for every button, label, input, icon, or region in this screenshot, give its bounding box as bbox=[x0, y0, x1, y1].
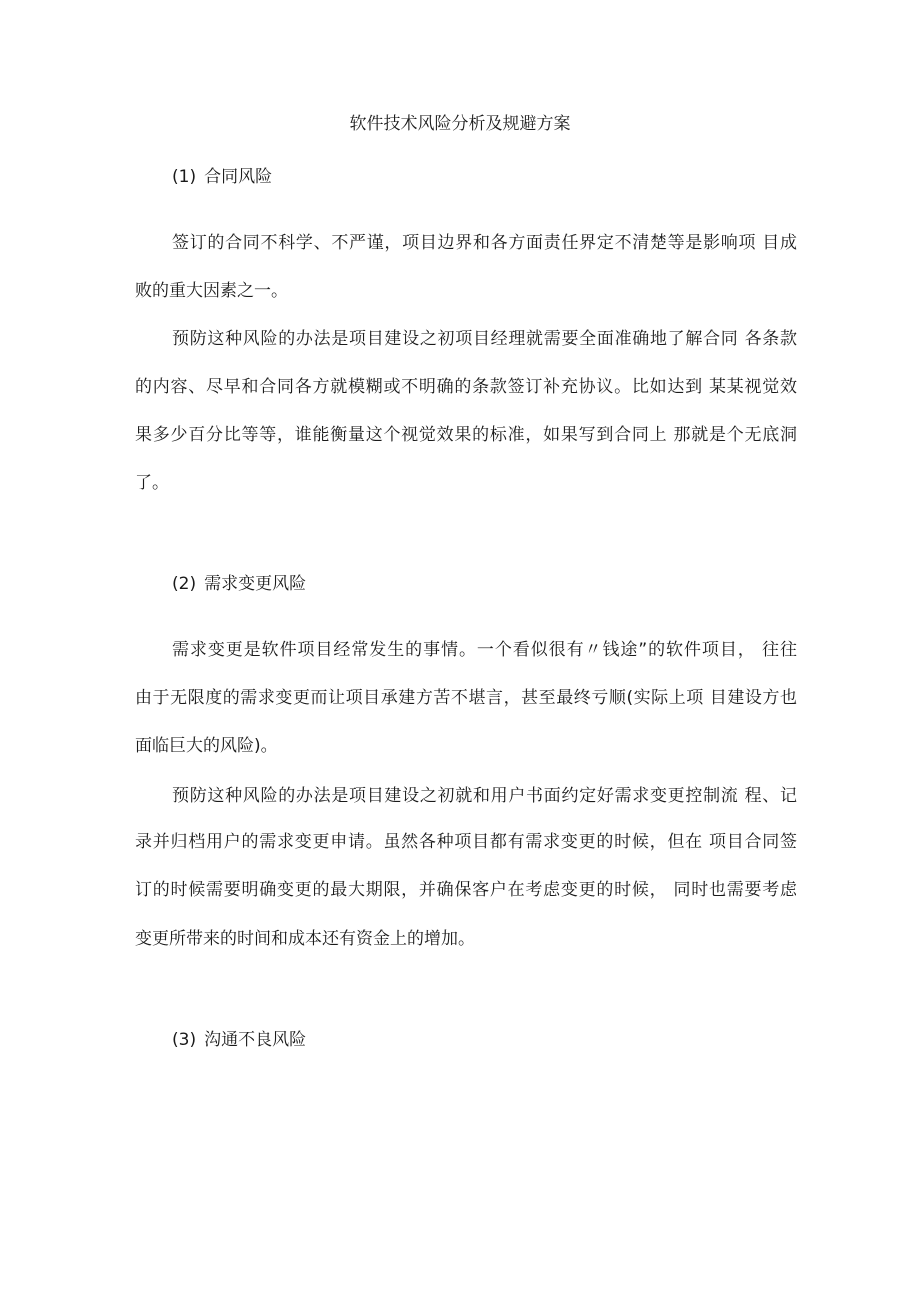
paragraph-line: 的内容、尽早和合同各方就模糊或不明确的条款签订补充协议。比如达到 某某视觉效 bbox=[135, 377, 797, 397]
paragraph-line: 由于无限度的需求变更而让项目承建方苦不堪言，甚至最终亏顺(实际上项 目建设方也 bbox=[135, 688, 797, 708]
paragraph-line: 录并归档用户的需求变更申请。虽然各种项目都有需求变更的时候，但在 项目合同签 bbox=[135, 832, 797, 852]
section-number: (2) bbox=[172, 574, 197, 594]
section-number: (1) bbox=[172, 167, 197, 187]
paragraph-line: 了。 bbox=[135, 473, 169, 493]
paragraph-line: 需求变更是软件项目经常发生的事情。一个看似很有〃钱途”的软件项目， 往往 bbox=[172, 640, 797, 660]
paragraph-line: 预防这种风险的办法是项目建设之初项目经理就需要全面准确地了解合同 各条款 bbox=[172, 329, 797, 349]
section-heading-requirement-change-risk bbox=[172, 572, 306, 596]
paragraph-line: 果多少百分比等等，谁能衡量这个视觉效果的标准，如果写到合同上 那就是个无底洞 bbox=[135, 425, 797, 445]
document-title: 软件技术风险分析及规避方案 bbox=[349, 114, 571, 134]
section-title: 需求变更风险 bbox=[204, 574, 307, 594]
paragraph-line: 面临巨大的风险)。 bbox=[135, 736, 278, 756]
section-heading-contract-risk bbox=[172, 165, 272, 189]
paragraph-line: 预防这种风险的办法是项目建设之初就和用户书面约定好需求变更控制流 程、记 bbox=[172, 786, 797, 806]
section-title: 沟通不良风险 bbox=[204, 1030, 307, 1050]
section-number: (3) bbox=[172, 1030, 197, 1050]
paragraph-line: 变更所带来的时间和成本还有资金上的增加。 bbox=[135, 929, 475, 949]
paragraph-line: 订的时候需要明确变更的最大期限，并确保客户在考虑变更的时候， 同时也需要考虑 bbox=[135, 880, 797, 900]
paragraph-line: 签订的合同不科学、不严谨，项目边界和各方面责任界定不清楚等是影响项 目成 bbox=[172, 233, 797, 253]
section-title: 合同风险 bbox=[204, 167, 273, 187]
paragraph-line: 败的重大因素之一。 bbox=[135, 281, 288, 301]
section-heading-communication-risk bbox=[172, 1028, 306, 1052]
